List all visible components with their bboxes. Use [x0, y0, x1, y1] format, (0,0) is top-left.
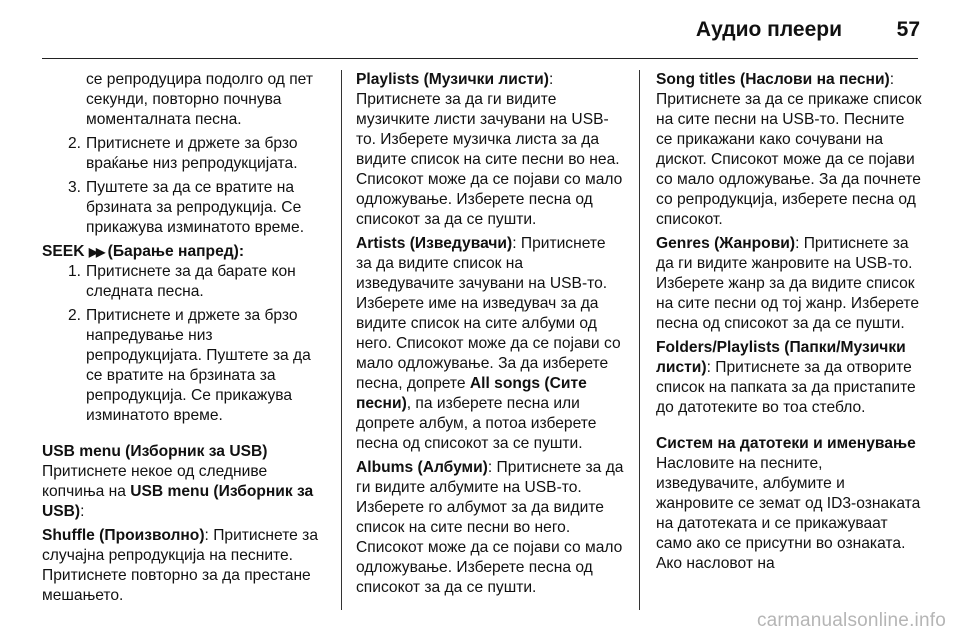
- list-item: [42, 178, 324, 238]
- list-item: [42, 306, 324, 426]
- paragraph-text: :: [80, 503, 85, 520]
- paragraph-text: : Притиснете за случајна репродукција на песните. Притиснете повторно за да престане мешањето.: [42, 527, 318, 604]
- artists-paragraph: [356, 234, 624, 454]
- column-3: [656, 70, 922, 578]
- list-number: 2.: [68, 307, 82, 324]
- list-text: Притиснете и држете за брзо напредување низ репродукцијата. Пуштете за да се вратите на брзината за репродукција. Се прикажува изминатото време.: [86, 307, 311, 424]
- usb-menu-paragraph: [42, 462, 324, 522]
- bold-term: Artists (Изведувачи): [356, 235, 513, 252]
- column-2: [356, 70, 624, 602]
- seek-heading-rest: (Барање напред):: [107, 243, 245, 260]
- genres-paragraph: [656, 234, 922, 334]
- list-number: 2.: [68, 135, 82, 152]
- fast-forward-icon: ▶▶: [88, 245, 104, 259]
- paragraph-text: : Притиснете за да отворите список на папката за да пристапите до датотеките во тоа стебло.: [656, 359, 916, 416]
- shuffle-paragraph: [42, 526, 324, 606]
- list-text: Притиснете и држете за брзо враќање низ репродукцијата.: [86, 135, 298, 172]
- paragraph-text: : Притиснете за да ги видите албумите на USB-то. Изберете го албумот за да видите список на сите песни во него. Списокот може да се појави со мало одложување. Изберете песна од списокот за да се пушти.: [356, 459, 624, 596]
- column-1: [42, 70, 324, 610]
- bold-term: Playlists (Музички листи): [356, 71, 549, 88]
- page-title: Аудио плеери: [695, 18, 842, 41]
- watermark: carmanualsonline.info: [756, 610, 946, 631]
- bold-term: Song titles (Наслови на песни): [656, 71, 890, 88]
- list-number: 3.: [68, 179, 82, 196]
- paragraph-text: , па изберете песна или допрете албум, а потоа изберете песна од списокот за се пушти.: [356, 395, 597, 452]
- file-system-paragraph: Насловите на песните, изведувачите, албумите и жанровите се земат од ID3-ознаката на датотеката и се прикажуваат само ако се присутни во ознаката. Ако насловот на: [656, 455, 921, 572]
- list-text: Притиснете за да барате кон следната песна.: [86, 263, 296, 300]
- column-divider-2: [639, 70, 640, 610]
- file-system-heading: Систем на датотеки и именување: [656, 435, 916, 452]
- bold-term: USB menu (Изборник за USB): [42, 483, 314, 520]
- bold-term: Shuffle (Произволно): [42, 527, 205, 544]
- bold-term: Folders/Playlists (Папки/Музички листи): [656, 339, 906, 376]
- usb-menu-heading: USB menu (Изборник за USB): [42, 443, 268, 460]
- list-text: Пуштете за да се вратите на брзината за репродукција. Се прикажува изминатото време.: [86, 179, 305, 236]
- song-titles-paragraph: [656, 70, 922, 230]
- page-header: [0, 0, 960, 62]
- playlists-paragraph: [356, 70, 624, 230]
- page-number: 57: [896, 18, 920, 41]
- list-item-continuation: се репродуцира подолго од пет секунди, повторно почнува моменталната песна.: [86, 71, 313, 128]
- list-item: [42, 262, 324, 302]
- bold-term: Albums (Албуми): [356, 459, 488, 476]
- paragraph-text: : Притиснете за да се прикаже список на сите песни на USB-то. Песните се прикажани како сочувани на дискот. Списокот може да се појави со мало одложување. За да почнете со репродукција, изберете песна од списокот.: [656, 71, 922, 228]
- albums-paragraph: [356, 458, 624, 598]
- paragraph-text: : Притиснете за да ги видите музичките листи зачувани на USB-то. Изберете музичка листа за да видите список на сите песни во неа. Списокот може да се појави со мало одложување. Изберете песна од списокот за да се пушти.: [356, 71, 623, 228]
- paragraph-text: Притиснете некое од следниве копчиња на: [42, 463, 268, 500]
- list-item: [42, 134, 324, 174]
- folders-paragraph: [656, 338, 922, 418]
- seek-label: SEEK: [42, 243, 85, 260]
- paragraph-text: : Притиснете за да видите список на изведувачите зачувани на USB-то. Изберете име на изведувач за да видите список на сите албуми од него. Списокот може да се појави со мало одложување. За да изберете песна, допрете: [356, 235, 621, 392]
- paragraph-text: : Притиснете за да ги видите жанровите на USB-то. Изберете жанр за да видите список на сите песни од тој жанр. Изберете песна од списокот за да се пушти.: [656, 235, 919, 332]
- column-divider-1: [341, 70, 342, 610]
- list-number: 1.: [68, 263, 82, 280]
- bold-term: Genres (Жанрови): [656, 235, 796, 252]
- bold-term: All songs (Сите песни): [356, 375, 587, 412]
- header-divider: [42, 58, 918, 59]
- seek-heading: [42, 242, 324, 262]
